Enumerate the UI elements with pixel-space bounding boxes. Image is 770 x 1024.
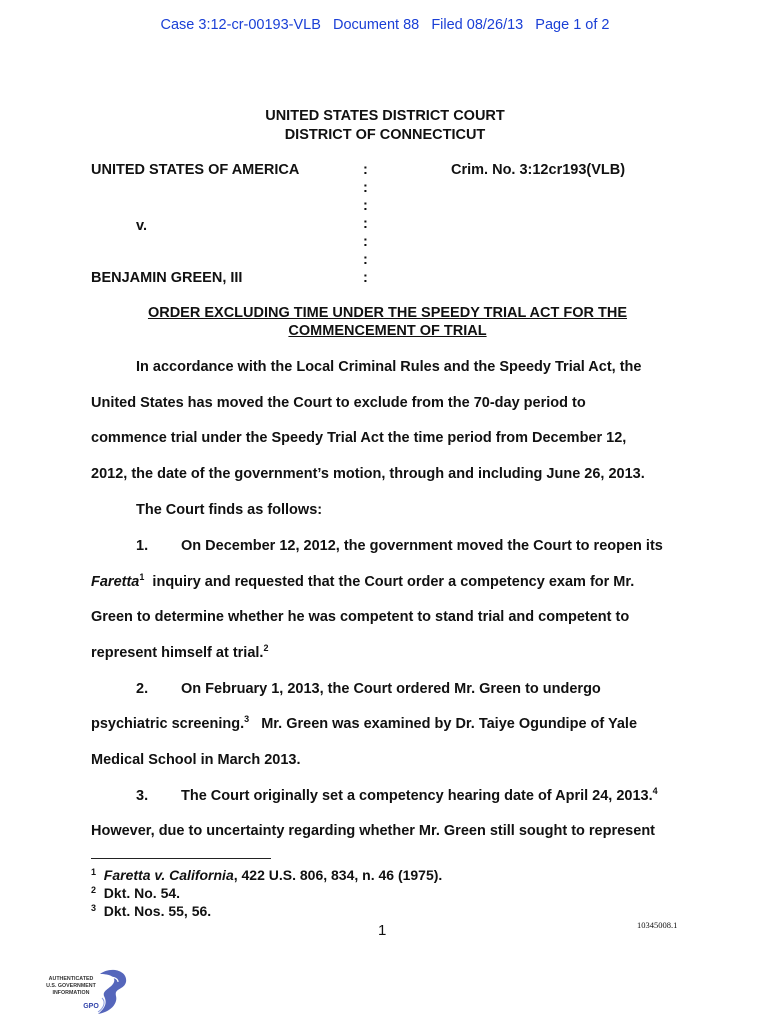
footnote-number: 3: [91, 903, 97, 913]
footnote-ref: 1: [139, 572, 145, 582]
court-district: DISTRICT OF CONNECTICUT: [284, 127, 486, 143]
caption-colon: :: [363, 252, 368, 268]
case-citation: Faretta: [91, 574, 140, 590]
findings-intro: The Court finds as follows:: [136, 502, 323, 518]
footnote-number: 1: [91, 867, 97, 877]
caption-case-number: Crim. No. 3:12cr193(VLB): [451, 162, 626, 178]
paragraph-number: 2.: [136, 681, 149, 697]
paragraph-1-line: On December 12, 2012, the government moved the Court to reopen its: [181, 538, 663, 554]
caption-colon: :: [363, 198, 368, 214]
paragraph-3-line: [181, 788, 658, 804]
gpo-mark: GPO: [83, 1003, 99, 1010]
paragraph-3-text: The Court originally set a competency hearing date of April 24, 2013.: [181, 788, 653, 804]
footnote-3: [91, 903, 211, 919]
case-citation: Faretta v. California: [103, 867, 234, 883]
caption-colon: :: [363, 216, 368, 232]
paragraph-1-text: represent himself at trial.: [91, 645, 264, 661]
paragraph-3-line: However, due to uncertainty regarding whether Mr. Green still sought to represent: [91, 823, 655, 839]
footnote-ref: 4: [652, 786, 658, 796]
paragraph-number: 1.: [136, 538, 149, 554]
footnote-text: Dkt. No. 54.: [103, 885, 181, 901]
court-name: UNITED STATES DISTRICT COURT: [265, 108, 505, 124]
paragraph-1-line: Green to determine whether he was competent to stand trial and competent to: [91, 609, 630, 625]
paragraph-2-text: psychiatric screening.: [91, 716, 245, 732]
caption-colon: :: [363, 270, 368, 286]
paragraph-2-line: On February 1, 2013, the Court ordered Mr. Green to undergo: [181, 681, 601, 697]
footnote-text: Dkt. Nos. 55, 56.: [103, 903, 212, 919]
order-title-line2: COMMENCEMENT OF TRIAL: [288, 323, 487, 339]
intro-line: 2012, the date of the government’s motion, through and including June 26, 2013.: [91, 466, 645, 482]
footnote-ref: 3: [244, 714, 250, 724]
footnote-divider: [91, 858, 271, 859]
footnote-1: [91, 867, 442, 883]
intro-line: United States has moved the Court to exclude from the 70-day period to: [91, 395, 586, 411]
paragraph-1-line: [91, 574, 634, 590]
logo-text: AUTHENTICATED: [48, 976, 94, 982]
page-number: 1: [378, 922, 387, 939]
footnote-2: [91, 885, 180, 901]
intro-line: commence trial under the Speedy Trial Act the time period from December 12,: [91, 430, 627, 446]
document-id: 10345008.1: [637, 920, 678, 930]
caption-plaintiff: UNITED STATES OF AMERICA: [91, 162, 300, 178]
footnote-text: , 422 U.S. 806, 834, n. 46 (1975).: [233, 867, 443, 883]
footnote-ref: 2: [263, 643, 269, 653]
paragraph-1-text: inquiry and requested that the Court order a competency exam for Mr.: [144, 574, 635, 590]
paragraph-2-text: Mr. Green was examined by Dr. Taiye Ogundipe of Yale: [249, 716, 638, 732]
paragraph-2-line: [91, 716, 637, 732]
intro-line: In accordance with the Local Criminal Rules and the Speedy Trial Act, the: [136, 359, 642, 375]
logo-text: INFORMATION: [52, 990, 90, 996]
gpo-authenticated-logo: [40, 968, 135, 1018]
logo-text: U.S. GOVERNMENT: [46, 983, 96, 989]
order-title-line1: ORDER EXCLUDING TIME UNDER THE SPEEDY TRIAL ACT FOR THE: [147, 305, 628, 321]
paragraph-number: 3.: [136, 788, 149, 804]
paragraph-2-line: Medical School in March 2013.: [91, 752, 301, 768]
caption-versus: v.: [136, 218, 148, 234]
filing-header: Case 3:12-cr-00193-VLB Document 88 Filed 08/26/13 Page 1 of 2: [160, 17, 610, 33]
caption-defendant: BENJAMIN GREEN, III: [91, 270, 243, 286]
caption-colon: :: [363, 162, 368, 178]
caption-colon: :: [363, 234, 368, 250]
footnote-number: 2: [91, 885, 97, 895]
paragraph-1-line: [91, 645, 268, 661]
caption-colon: :: [363, 180, 368, 196]
